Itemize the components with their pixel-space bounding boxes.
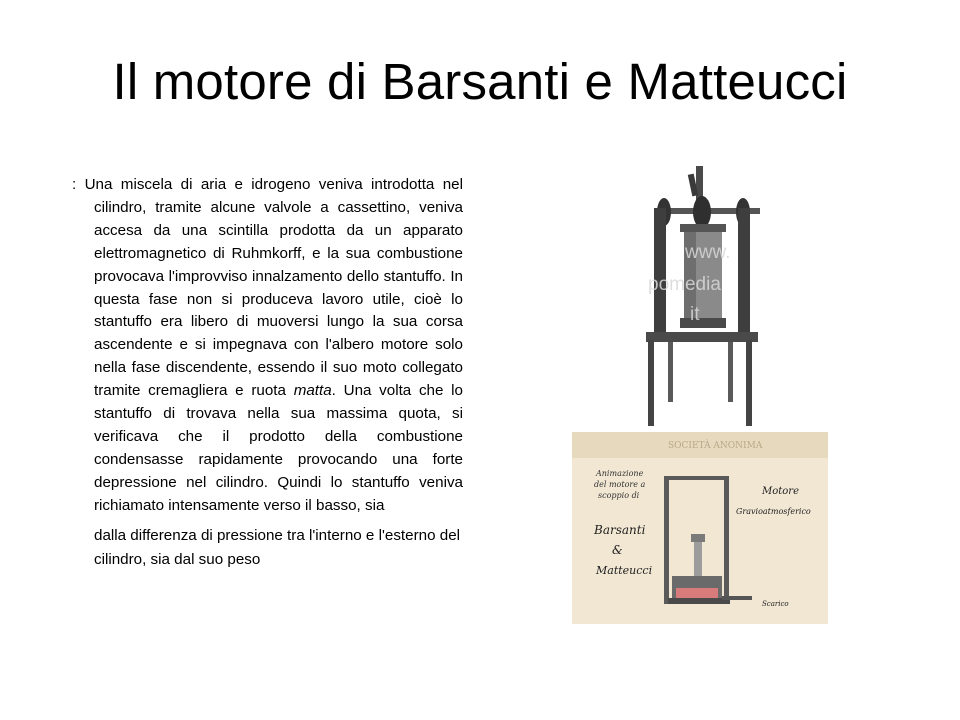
paragraph-1-text: Una miscela di aria e idrogeno veniva introdotta nel cilindro, tramite alcune valvole a cassettino, veniva accesa da una scintilla prodotta da un apparato elettromagnetico di Ruhmkorff, e la sua combustione provocava l'improvviso innalzamento dello stantuffo. In questa fase non si produceva lavoro utile, cioè lo stantuffo era libero di muoversi lungo la sua corsa ascendente e si impegnava con l'albero motore solo nella fase discendente, essendo il suo moto collegato tramite cremagliera e ruota [84,176,463,400]
engine-photo [640,160,760,428]
name-matteucci: Matteucci [596,564,653,577]
paragraph-1-continued: . Una volta che lo stantuffo di trovava nella sua massima quota, si verificava che il prodotto della combustione condensasse rapidamente provocando una forte depressione nel cilindro. Quindi lo stantuffo veniva richiamato intensamente verso il basso, sia [94,382,463,514]
paragraph-2: dalla differenza di pressione tra l'interno e l'esterno del cilindro, sia dal suo peso [94,526,461,568]
watermark-line-1: www. [685,242,731,263]
bullet-marker: : [72,176,77,193]
paragraph-1 [72,174,463,518]
header-strip-text: SOCIETÀ ANONIMA [668,441,763,451]
caption-line-3: scoppio di [598,491,640,500]
label-motore: Motore [762,486,799,497]
slide-body [72,174,463,572]
animation-image [572,432,828,624]
emphasis-matta: matta [293,382,332,400]
label-scarico: Scarico [762,600,789,608]
name-barsanti: Barsanti [594,523,646,537]
ampersand: & [612,543,623,557]
watermark-line-3: it [690,304,700,325]
caption-line-1: Animazione [596,469,644,478]
watermark-line-2: pomedia [648,274,721,295]
label-gravioatmosferico: Gravioatmosferico [736,507,811,516]
caption-line-2: del motore a [594,480,646,489]
slide-title: Il motore di Barsanti e Matteucci [112,53,848,110]
